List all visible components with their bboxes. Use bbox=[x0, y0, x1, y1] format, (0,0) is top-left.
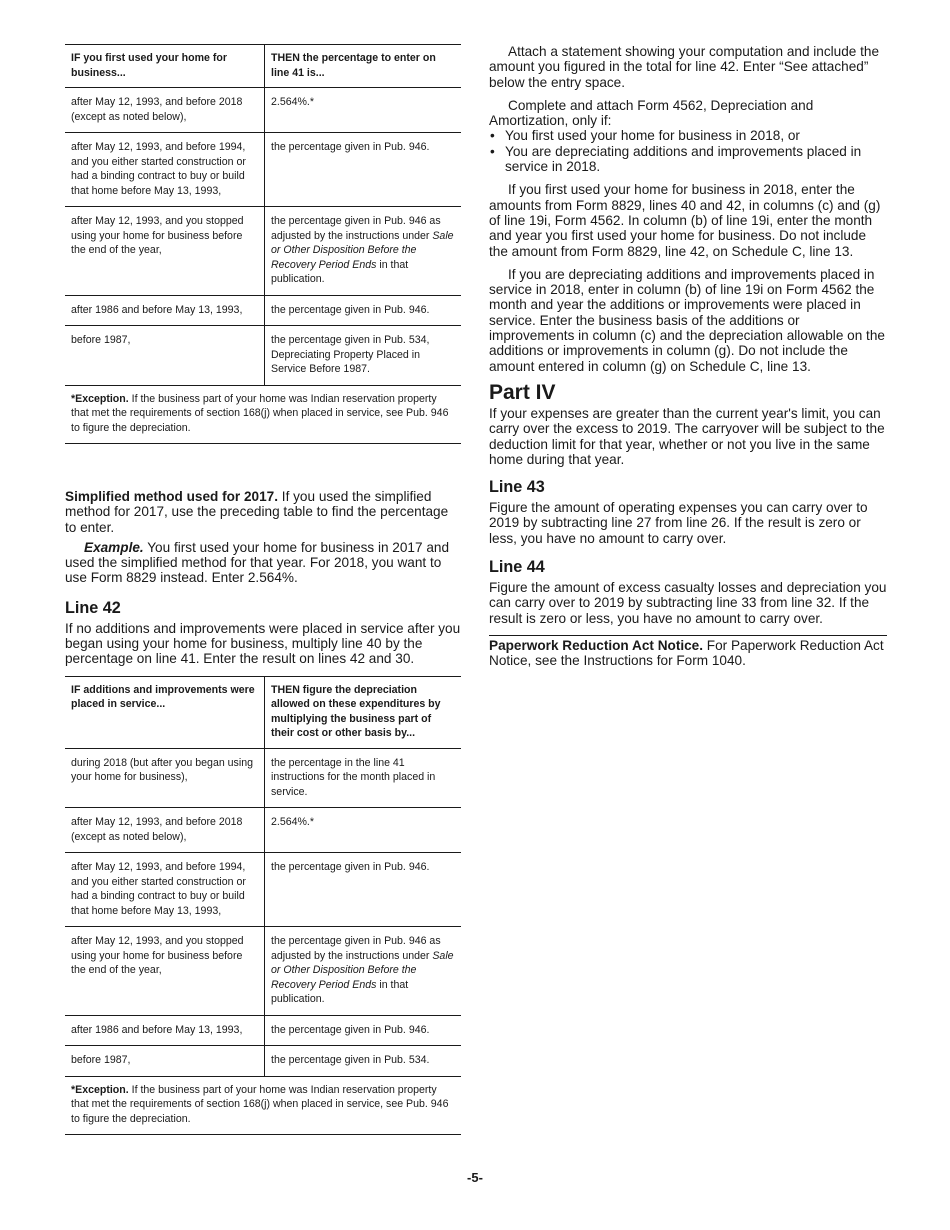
table-cell-if: after 1986 and before May 13, 1993, bbox=[65, 295, 265, 326]
table-row bbox=[65, 1015, 461, 1046]
line42-heading: Line 42 bbox=[65, 598, 121, 617]
table-cell-if: after May 12, 1993, and before 2018 (except as noted below), bbox=[65, 808, 265, 853]
table-header-row bbox=[65, 45, 461, 88]
part4-heading: Part IV bbox=[489, 380, 556, 404]
paperwork-notice-text: For Paperwork Reduction Act Notice, see the Instructions for Form 1040. bbox=[489, 637, 884, 669]
table-header-if: IF you first used your home for business... bbox=[65, 45, 265, 88]
table-row bbox=[65, 1046, 461, 1077]
table-cell-then bbox=[265, 1046, 462, 1077]
attach-statement-paragraph: Attach a statement showing your computation and include the amount you figured in the total for line 42. Enter “See attached” below the entry space. bbox=[489, 44, 880, 90]
table-row bbox=[65, 295, 461, 326]
line44-heading: Line 44 bbox=[489, 558, 545, 577]
line44-text: Figure the amount of excess casualty losses and depreciation you can carry over to 2019 by subtracting line 33 from line 32. If the result is zero or less, you have no amount to carry over. bbox=[489, 580, 887, 626]
table-row bbox=[65, 748, 461, 808]
table-note-row bbox=[65, 1076, 461, 1135]
table-header-then: THEN the percentage to enter on line 41 is... bbox=[265, 45, 462, 88]
table-cell-then bbox=[265, 1015, 462, 1046]
table-cell-then bbox=[265, 808, 462, 853]
line43-text: Figure the amount of operating expenses you can carry over to 2019 by subtracting line 27 from line 26. If the result is zero or less, you have no amount to carry over. bbox=[489, 500, 868, 546]
line43-heading: Line 43 bbox=[489, 478, 545, 497]
table-row bbox=[65, 326, 461, 386]
table-row bbox=[65, 853, 461, 927]
table-cell-if: before 1987, bbox=[65, 1046, 265, 1077]
paperwork-notice-heading: Paperwork Reduction Act Notice. bbox=[489, 637, 704, 653]
table-cell-then bbox=[265, 88, 462, 133]
paperwork-notice-paragraph bbox=[489, 638, 887, 669]
table-header-row bbox=[65, 676, 461, 748]
table-cell-then bbox=[265, 927, 462, 1016]
table-header-if: IF additions and improvements were placed in service... bbox=[65, 676, 265, 748]
form4562-paragraph: Complete and attach Form 4562, Depreciation and Amortization, only if: bbox=[489, 97, 814, 129]
table-cell-if: after May 12, 1993, and before 1994, and you either started construction or had a binding contract to buy or build that home before May 13, 1993, bbox=[65, 853, 265, 927]
table-cell-if: after 1986 and before May 13, 1993, bbox=[65, 1015, 265, 1046]
cell-text: the percentage given in Pub. 946 as adjusted by the instructions under bbox=[271, 935, 441, 962]
table-row bbox=[65, 207, 461, 296]
cell-text: 2.564%.* bbox=[271, 96, 314, 108]
depreciation-percentage-table bbox=[65, 44, 461, 444]
table-cell-if: after May 12, 1993, and you stopped using your home for business before the end of the year, bbox=[65, 207, 265, 296]
table-cell-then bbox=[265, 207, 462, 296]
cell-text: the percentage given in Pub. 534, Depreciating Property Placed in Service Before 1987. bbox=[271, 334, 430, 375]
list-item: • You are depreciating additions and improvements placed in service in 2018. bbox=[489, 144, 887, 175]
page-number: -5- bbox=[467, 1170, 483, 1185]
note-label: *Exception. bbox=[71, 392, 129, 405]
table-note-row bbox=[65, 385, 461, 444]
cell-text: 2.564%.* bbox=[271, 816, 314, 829]
table-note bbox=[65, 385, 461, 444]
divider bbox=[489, 635, 887, 636]
table-header-then: THEN figure the depreciation allowed on these expenditures by multiplying the business part of their cost or other basis by... bbox=[265, 676, 462, 748]
depreciating-additions-paragraph: If you are depreciating additions and improvements placed in service in 2018, enter in column (b) of line 19i on Form 4562 the month and year the additions or improvements were placed in service. Enter the business basis of the additions or improvements in column (c) and the depreciation allowable on the additions or improvements in column (g). Do not include the amount entered in column (g) on Schedule C, line 13. bbox=[489, 266, 885, 374]
cell-text-end: in that publication. bbox=[271, 978, 409, 1006]
simplified-method-text: If you used the simplified method for 2017, use the preceding table to find the percentage to enter. bbox=[65, 489, 449, 535]
example-text: You first used your home for business in 2017 and used the simplified method for that year. For 2018, you want to use Form 8829 instead. Enter 2.564%. bbox=[65, 539, 450, 586]
table-cell-if: after May 12, 1993, and you stopped using your home for business before the end of the year, bbox=[65, 927, 265, 1016]
cell-text-end: in that publication. bbox=[271, 258, 409, 285]
note-label: *Exception. bbox=[71, 1083, 129, 1096]
simplified-method-paragraph bbox=[65, 489, 461, 535]
table-note bbox=[65, 1076, 461, 1135]
part4-text: If your expenses are greater than the current year's limit, you can carry over the excess to 2019. The carryover will be subject to the deduction limit for that year, whether or not you live in the same home during that year. bbox=[489, 405, 885, 467]
simplified-method-heading: Simplified method used for 2017. bbox=[65, 489, 279, 504]
table-cell-then bbox=[265, 748, 462, 808]
table-cell-then bbox=[265, 853, 462, 927]
table-row bbox=[65, 133, 461, 207]
cell-text: the percentage given in Pub. 946. bbox=[271, 1023, 430, 1036]
cell-text: the percentage in the line 41 instructions for the month placed in service. bbox=[271, 756, 436, 798]
table-row bbox=[65, 808, 461, 853]
left-column bbox=[65, 44, 461, 1135]
cell-italic-text: Sale or Other Disposition Before the Recovery Period Ends bbox=[271, 229, 454, 271]
note-text: If the business part of your home was Indian reservation property that met the requirements of section 168(j) when placed in service, see Pub. 946 to figure the depreciation. bbox=[71, 392, 449, 434]
table-cell-if: during 2018 (but after you began using your home for business), bbox=[65, 748, 265, 808]
table-cell-then bbox=[265, 133, 462, 207]
list-item: • You first used your home for business in 2018, or bbox=[489, 128, 887, 143]
example-paragraph bbox=[65, 540, 461, 586]
table-row bbox=[65, 927, 461, 1016]
table-cell-if: after May 12, 1993, and before 2018 (except as noted below), bbox=[65, 88, 265, 133]
table-cell-if: before 1987, bbox=[65, 326, 265, 386]
table-row bbox=[65, 88, 461, 133]
table-cell-then bbox=[265, 295, 462, 326]
additions-depreciation-table bbox=[65, 676, 461, 1136]
cell-text: the percentage given in Pub. 534. bbox=[271, 1054, 430, 1067]
example-heading: Example. bbox=[84, 539, 144, 555]
table-cell-if: after May 12, 1993, and before 1994, and you either started construction or had a binding contract to buy or build that home before May 13, 1993, bbox=[65, 133, 265, 207]
right-column bbox=[489, 44, 887, 669]
cell-italic-text: Sale or Other Disposition Before the Recovery Period Ends bbox=[271, 949, 454, 991]
line42-text: If no additions and improvements were placed in service after you began using your home for business, multiply line 40 by the percentage on line 41. Enter the result on lines 42 and 30. bbox=[65, 620, 461, 667]
first-used-paragraph: If you first used your home for business in 2018, enter the amounts from Form 8829, lines 40 and 42, in columns (c) and (g) of line 19i, Form 4562. In column (b) of line 19i, enter the month and year you first used your home for business. Do not include the amount from Form 8829, line 42, on Schedule C, line 13. bbox=[489, 182, 881, 259]
form4562-bullet-list bbox=[489, 128, 887, 174]
table-cell-then bbox=[265, 326, 462, 386]
cell-text: the percentage given in Pub. 946. bbox=[271, 861, 430, 874]
cell-text: the percentage given in Pub. 946. bbox=[271, 303, 430, 316]
cell-text: the percentage given in Pub. 946. bbox=[271, 141, 430, 153]
cell-text: the percentage given in Pub. 946 as adjusted by the instructions under bbox=[271, 215, 441, 242]
note-text: If the business part of your home was Indian reservation property that met the requirements of section 168(j) when placed in service, see Pub. 946 to figure the depreciation. bbox=[71, 1083, 449, 1125]
